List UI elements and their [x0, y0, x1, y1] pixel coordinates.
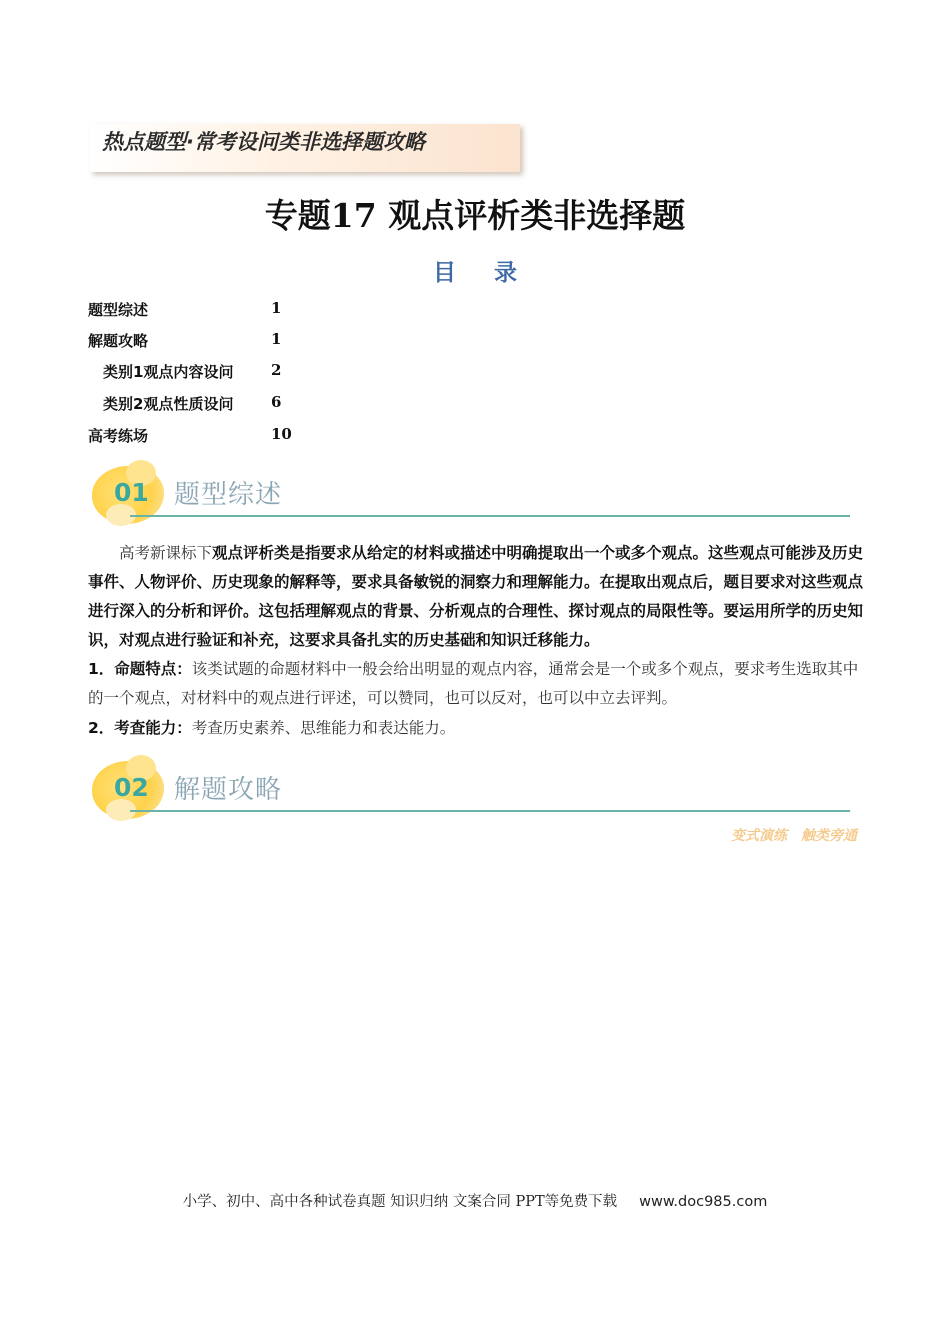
point-ability — [88, 714, 864, 743]
page-footer — [0, 1190, 950, 1211]
toc-item-page: 1 — [271, 330, 282, 348]
overview-definition: 观点评析类是指要求从给定的材料或描述中明确提取出一个或多个观点。这些观点可能涉及历史事件、人物评价、历史现象的解释等，要求具备敏锐的洞察力和理解能力。在提取出观点后，题目要求对这些观点进行深入的分析和评价。这包括理解观点的背景、分析观点的合理性、探讨观点的局限性等。要运用所学的历史知识，对观点进行验证和补充，这要求具备扎实的历史基础和知识迁移能力。 — [88, 544, 864, 649]
tagline-part-1: 变式演练 — [731, 828, 787, 844]
overview-paragraph — [88, 539, 864, 655]
section-header-overview — [92, 460, 852, 530]
toc-heading: 目录 — [433, 260, 555, 286]
toc-item-label: 类别1观点内容设问 — [103, 363, 234, 381]
footer-url[interactable]: www.doc985.com — [639, 1194, 768, 1210]
page-title: 专题17 观点评析类非选择题 — [264, 196, 686, 235]
tagline-part-2: 触类旁通 — [801, 828, 857, 844]
footer-text: 小学、初中、高中各种试卷真题 知识归纳 文案合同 PPT等免费下载 — [182, 1194, 618, 1210]
toc-item-label: 解题攻略 — [88, 332, 149, 350]
point-feature-label: 1．命题特点： — [88, 660, 192, 678]
toc-item-page: 1 — [271, 299, 282, 317]
strategy-tagline — [717, 825, 857, 845]
section-number: 01 — [114, 478, 149, 507]
point-feature-text: 该类试题的命题材料中一般会给出明显的观点内容，通常会是一个或多个观点，要求考生选取其中的一个观点，对材料中的观点进行评述，可以赞同，也可以反对，也可以中立去评判。 — [88, 660, 859, 707]
point-feature — [88, 655, 864, 713]
section-title: 题型综述 — [174, 480, 283, 510]
topic-banner — [90, 124, 520, 172]
section-divider — [130, 515, 850, 517]
toc-item-page: 2 — [271, 361, 282, 379]
toc-item-label: 高考练场 — [88, 427, 149, 445]
section-header-strategy — [92, 755, 852, 825]
section-title: 解题攻略 — [174, 775, 283, 805]
banner-text: 热点题型·常考设问类非选择题攻略 — [102, 130, 425, 154]
point-ability-label: 2．考查能力： — [88, 719, 192, 737]
section-number: 02 — [114, 773, 149, 802]
overview-intro: 高考新课标下 — [119, 544, 213, 562]
section-divider — [130, 810, 850, 812]
point-ability-text: 考查历史素养、思维能力和表达能力。 — [191, 719, 456, 737]
toc-item-label: 题型综述 — [88, 301, 149, 319]
toc-item-label: 类别2观点性质设问 — [103, 395, 234, 413]
toc-item-page: 6 — [271, 393, 282, 411]
toc-item-page: 10 — [271, 425, 292, 443]
